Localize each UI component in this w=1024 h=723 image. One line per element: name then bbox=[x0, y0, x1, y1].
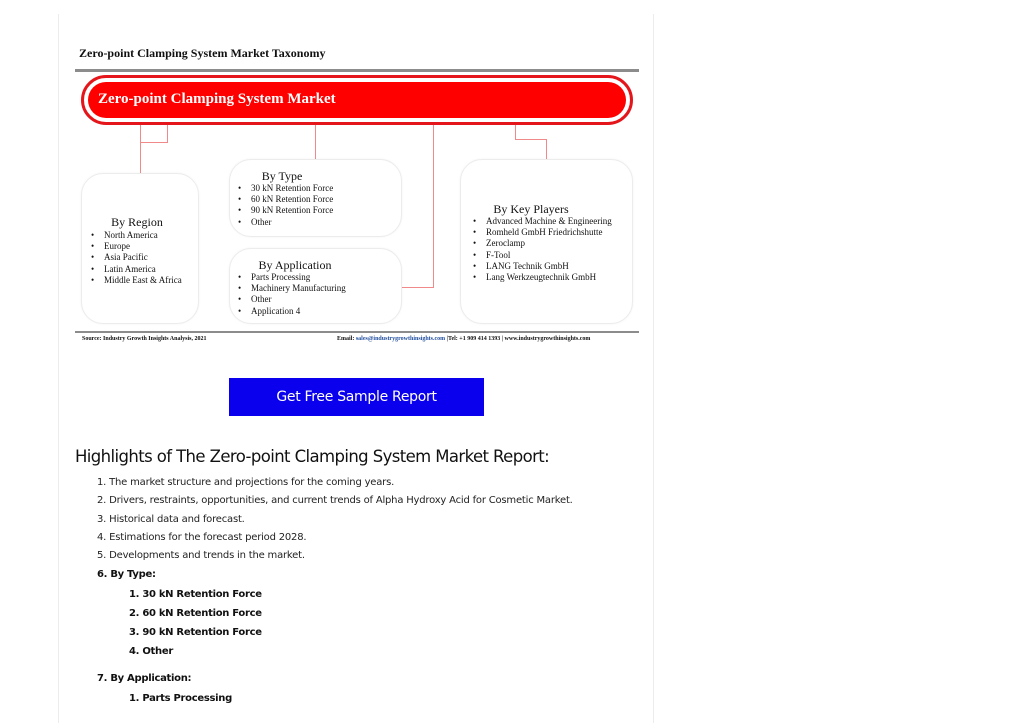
by-type-item: 2. 60 kN Retention Force bbox=[129, 608, 262, 619]
list-item: • Parts Processing bbox=[238, 272, 346, 283]
list-item: • Europe bbox=[91, 241, 182, 252]
contact-email: sales@industrygrowthinsights.com bbox=[355, 336, 446, 342]
highlight-item: 5. Developments and trends in the market. bbox=[97, 550, 305, 561]
list-item: • Machinery Manufacturing bbox=[238, 283, 346, 294]
connector-application bbox=[400, 287, 434, 288]
list-item: • Advanced Machine & Engineering bbox=[473, 216, 612, 227]
list-item: • F-Tool bbox=[473, 250, 612, 261]
connector-region bbox=[140, 142, 167, 143]
connector-region bbox=[167, 125, 168, 143]
list-item: • LANG Technik GmbH bbox=[473, 261, 612, 272]
list-item: • 60 kN Retention Force bbox=[238, 194, 333, 205]
key-players-list bbox=[473, 216, 612, 283]
list-item: • Zeroclamp bbox=[473, 238, 612, 249]
application-list bbox=[238, 272, 346, 317]
divider bbox=[75, 69, 639, 72]
connector-players bbox=[515, 125, 516, 140]
by-type-item: 1. 30 kN Retention Force bbox=[129, 589, 262, 600]
divider bbox=[75, 331, 639, 333]
contact-details: |Tel: +1 909 414 1393 | www.industrygrowthinsights.com bbox=[445, 336, 591, 342]
list-item: • Other bbox=[238, 294, 346, 305]
region-list bbox=[91, 230, 182, 286]
highlight-item: 2. Drivers, restraints, opportunities, and current trends of Alpha Hydroxy Acid for Cosmetic Market. bbox=[97, 495, 573, 506]
list-item: • Latin America bbox=[91, 264, 182, 275]
list-item: • Other bbox=[238, 217, 333, 228]
application-heading: By Application bbox=[258, 258, 332, 272]
by-type-item: 3. 90 kN Retention Force bbox=[129, 627, 262, 638]
source-note: Source: Industry Growth Insights Analysis, 2021 bbox=[82, 336, 207, 342]
connector-application bbox=[433, 125, 434, 287]
highlight-item: 1. The market structure and projections for the coming years. bbox=[97, 477, 395, 488]
connector-region bbox=[140, 125, 141, 173]
type-heading: By Type bbox=[261, 169, 303, 183]
type-list bbox=[238, 183, 333, 228]
banner-title: Zero-point Clamping System Market bbox=[98, 91, 336, 107]
region-heading: By Region bbox=[111, 215, 163, 229]
list-item: • 90 kN Retention Force bbox=[238, 205, 333, 216]
by-application-item: 1. Parts Processing bbox=[129, 693, 232, 704]
list-item: • North America bbox=[91, 230, 182, 241]
connector-players bbox=[515, 139, 547, 140]
contact-note bbox=[337, 336, 590, 342]
by-application-label: 7. By Application: bbox=[97, 673, 192, 684]
taxonomy-title: Zero-point Clamping System Market Taxonomy bbox=[79, 46, 326, 60]
connector-type bbox=[315, 125, 316, 159]
contact-prefix: Email: bbox=[337, 336, 356, 342]
key-players-heading: By Key Players bbox=[493, 202, 569, 216]
by-type-item: 4. Other bbox=[129, 646, 173, 657]
list-item: • Romheld GmbH Friedrichshutte bbox=[473, 227, 612, 238]
list-item: • Lang Werkzeugtechnik GmbH bbox=[473, 272, 612, 283]
by-type-label: 6. By Type: bbox=[97, 569, 156, 580]
connector-players bbox=[546, 139, 547, 160]
list-item: • 30 kN Retention Force bbox=[238, 183, 333, 194]
list-item: • Asia Pacific bbox=[91, 252, 182, 263]
highlights-heading: Highlights of The Zero-point Clamping System Market Report: bbox=[75, 447, 550, 466]
highlight-item: 4. Estimations for the forecast period 2028. bbox=[97, 532, 307, 543]
get-free-sample-report-button[interactable]: Get Free Sample Report bbox=[229, 378, 484, 416]
highlight-item: 3. Historical data and forecast. bbox=[97, 514, 245, 525]
list-item: • Middle East & Africa bbox=[91, 275, 182, 286]
list-item: • Application 4 bbox=[238, 306, 346, 317]
